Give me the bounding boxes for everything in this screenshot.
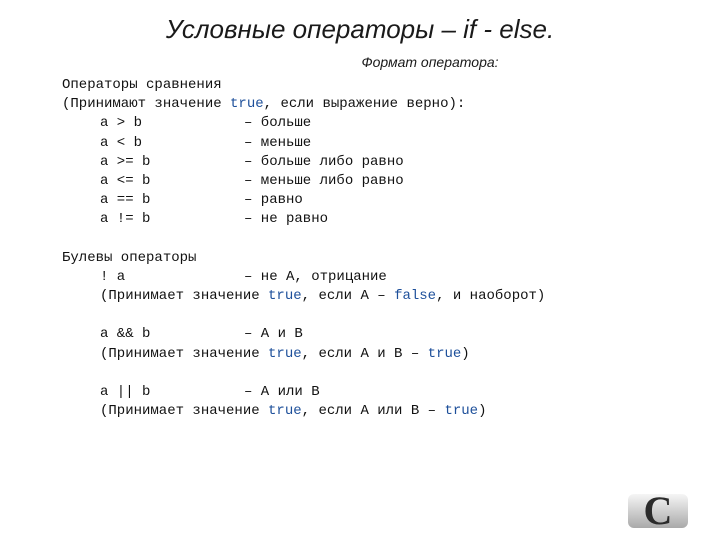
comparison-row [62, 134, 545, 153]
comparison-row [62, 114, 545, 133]
boolean-note: (Принимает значение true, если A и B – true) [100, 345, 470, 362]
operator-description: – A и B [244, 326, 303, 343]
operator: a != b [100, 211, 151, 228]
operator-description: – меньше [244, 134, 312, 151]
c-language-logo-icon [624, 484, 696, 532]
operator: a == b [100, 192, 151, 209]
boolean-op-row [62, 383, 545, 402]
operator-description: – меньше либо равно [244, 172, 404, 189]
operator-description: – не равно [244, 211, 329, 228]
slide-title: Условные операторы – if - else. [165, 14, 555, 44]
operator-description: – больше [244, 115, 312, 132]
operator-description: – равно [244, 192, 303, 209]
boolean-op-row [62, 325, 545, 344]
keyword-true: true [427, 345, 462, 362]
keyword-true: true [268, 345, 302, 362]
operator: a >= b [100, 153, 151, 170]
keyword-true: true [268, 403, 302, 420]
keyword-true: true [444, 403, 479, 420]
operator-description: – не A, отрицание [244, 268, 387, 285]
code-block [62, 76, 545, 421]
boolean-heading: Булевы операторы [62, 249, 197, 266]
operator: a < b [100, 134, 143, 151]
keyword-true: true [268, 288, 302, 305]
operator: ! a [100, 268, 126, 285]
comparison-heading: Операторы сравнения [62, 77, 222, 93]
boolean-note: (Принимает значение true, если A или B – true) [100, 403, 487, 420]
comparison-row [62, 191, 545, 210]
boolean-note: (Принимает значение true, если A – false, и наоборот) [100, 288, 546, 305]
operator-description: – больше либо равно [244, 153, 404, 170]
keyword-true: true [230, 96, 264, 113]
comparison-row [62, 172, 545, 191]
operator: a > b [100, 115, 143, 132]
operator: a <= b [100, 172, 151, 189]
comparison-row [62, 210, 545, 229]
logo-letter: C [643, 488, 673, 532]
comparison-row [62, 153, 545, 172]
operator: a || b [100, 384, 151, 400]
keyword-false: false [394, 288, 437, 305]
operator: a && b [100, 326, 151, 343]
boolean-op-row [62, 268, 545, 287]
comparison-note: (Принимают значение true, если выражение верно): [62, 96, 466, 113]
slide-subtitle: Формат оператора: [361, 54, 499, 70]
operator-description: – A или B [244, 384, 320, 400]
